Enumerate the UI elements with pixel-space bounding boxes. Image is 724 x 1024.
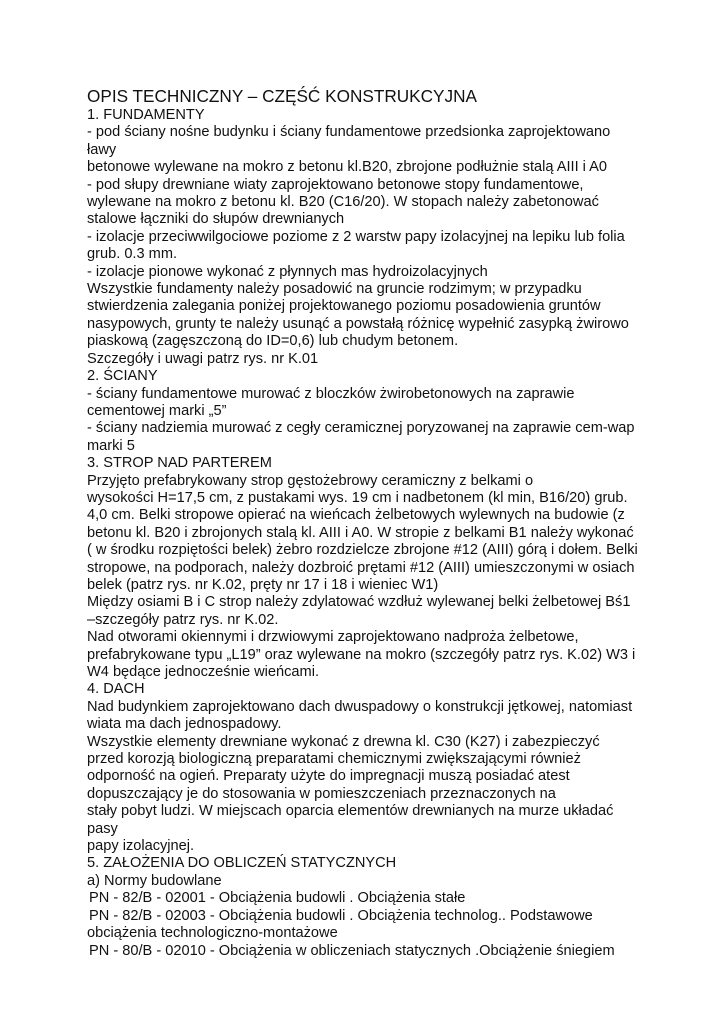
text-line: marki 5 xyxy=(87,437,135,454)
text-line: obciążenia technologiczno-montażowe xyxy=(87,925,338,942)
text-line xyxy=(87,908,647,925)
text-line: prefabrykowane typu „L19” oraz wylewane na mokro (szczegóły patrz rys. K.02) W3 i xyxy=(87,646,636,663)
text-line: wiata ma dach jednospadowy. xyxy=(87,716,282,733)
text-line: 1. FUNDAMENTY xyxy=(87,107,205,123)
text-line: przed korozją biologiczną preparatami chemicznymi zwiększającymi również xyxy=(87,751,581,768)
text-line: stalowe łączniki do słupów drewnianych xyxy=(87,211,345,228)
text-line xyxy=(87,890,647,907)
text-line: W4 będące jednocześnie wieńcami. xyxy=(87,664,320,680)
text-line: grub. 0.3 mm. xyxy=(87,246,178,263)
bullet-text: PN - 82/B - 02003 - Obciążenia budowli . Obciążenia technolog.. Podstawowe xyxy=(89,907,593,924)
text-line: wysokości H=17,5 cm, z pustakami wys. 19 cm i nadbetonem (kl min, B16/20) grub. xyxy=(87,489,628,506)
text-line: 5. ZAŁOŻENIA DO OBLICZEŃ STATYCZNYCH xyxy=(87,855,397,872)
text-line xyxy=(87,943,647,960)
text-line: betonu kl. B20 i zbrojonych stalą kl. AIII i A0. W stropie z belkami B1 należy wykonać xyxy=(87,524,634,541)
text-line: nasypowych, grunty te należy usunąć a powstałą różnicę wypełnić zasypką żwirowo xyxy=(87,315,629,332)
text-line: ( w środku rozpiętości belek) żebro rozdzielcze zbrojone #12 (AIII) górą i dołem. Belki xyxy=(87,542,638,559)
text-line: - ściany nadziemia murować z cegły ceramicznej poryzowanej na zaprawie cem-wap xyxy=(87,420,635,437)
document-body xyxy=(87,107,647,960)
text-line: piaskową (zagęszczoną do ID=0,6) lub chudym betonem. xyxy=(87,333,459,350)
text-line: a) Normy budowlane xyxy=(87,872,222,889)
text-line: Nad budynkiem zaprojektowano dach dwuspadowy o konstrukcji jętkowej, natomiast xyxy=(87,698,633,715)
text-line: Przyjęto prefabrykowany strop gęstożebrowy ceramiczny z belkami o xyxy=(87,472,534,489)
text-line: papy izolacyjnej. xyxy=(87,838,195,855)
text-line: wylewane na mokro z betonu kl. B20 (C16/20). W stopach należy zabetonować xyxy=(87,194,599,211)
text-line: Nad otworami okiennymi i drzwiowymi zaprojektowano nadproża żelbetowe, xyxy=(87,629,579,646)
text-line: 3. STROP NAD PARTEREM xyxy=(87,455,272,472)
text-line: odporność na ogień. Preparaty użyte do impregnacji muszą posiadać atest xyxy=(87,768,570,785)
text-line: stropowe, na podporach, należy dozbroić prętami #12 (AIII) umieszczonymi w osiach xyxy=(87,559,635,576)
document-title: OPIS TECHNICZNY – CZĘŚĆ KONSTRUKCYJNA xyxy=(87,86,477,106)
text-line: betonowe wylewane na mokro z betonu kl.B20, zbrojone podłużnie stalą AIII i A0 xyxy=(87,159,608,176)
text-line: ławy xyxy=(87,141,117,158)
text-line: - pod ściany nośne budynku i ściany fundamentowe przedsionka zaprojektowano xyxy=(87,124,611,141)
text-line: - izolacje pionowe wykonać z płynnych mas hydroizolacyjnych xyxy=(87,263,488,280)
text-line: stały pobyt ludzi. W miejscach oparcia elementów drewnianych na murze układać xyxy=(87,803,614,820)
text-line: Szczegóły i uwagi patrz rys. nr K.01 xyxy=(87,350,319,367)
text-line: pasy xyxy=(87,820,118,837)
text-line: dopuszczający je do stosowania w pomieszczeniach przeznaczonych na xyxy=(87,785,556,802)
bullet-text: PN - 80/B - 02010 - Obciążenia w obliczeniach statycznych .Obciążenie śniegiem xyxy=(89,942,615,959)
text-line: –szczegóły patrz rys. nr K.02. xyxy=(87,611,279,628)
document-page xyxy=(87,86,647,960)
text-line: Wszystkie elementy drewniane wykonać z drewna kl. C30 (K27) i zabezpieczyć xyxy=(87,733,600,750)
text-line: 4. DACH xyxy=(87,681,145,698)
text-line: stwierdzenia zalegania poniżej projektowanego poziomu posadowienia gruntów xyxy=(87,298,601,315)
text-line: belek (patrz rys. nr K.02, pręty nr 17 i 18 i wieniec W1) xyxy=(87,576,439,593)
text-line: Wszystkie fundamenty należy posadowić na gruncie rodzimym; w przypadku xyxy=(87,281,582,298)
text-line: - pod słupy drewniane wiaty zaprojektowano betonowe stopy fundamentowe, xyxy=(87,176,584,193)
text-line: 4,0 cm. Belki stropowe opierać na wieńcach żelbetowych wylewnych na budowie (z xyxy=(87,507,625,524)
text-line: - ściany fundamentowe murować z bloczków żwirobetonowych na zaprawie xyxy=(87,385,575,402)
bullet-text: PN - 82/B - 02001 - Obciążenia budowli . Obciążenia stałe xyxy=(89,890,466,907)
text-line: Między osiami B i C strop należy zdylatować wzdłuż wylewanej belki żelbetowej Bś1 xyxy=(87,594,631,611)
text-line: cementowej marki „5” xyxy=(87,402,227,419)
text-line: - izolacje przeciwwilgociowe poziome z 2 warstw papy izolacyjnej na lepiku lub folia xyxy=(87,228,625,245)
text-line: 2. ŚCIANY xyxy=(87,368,158,385)
